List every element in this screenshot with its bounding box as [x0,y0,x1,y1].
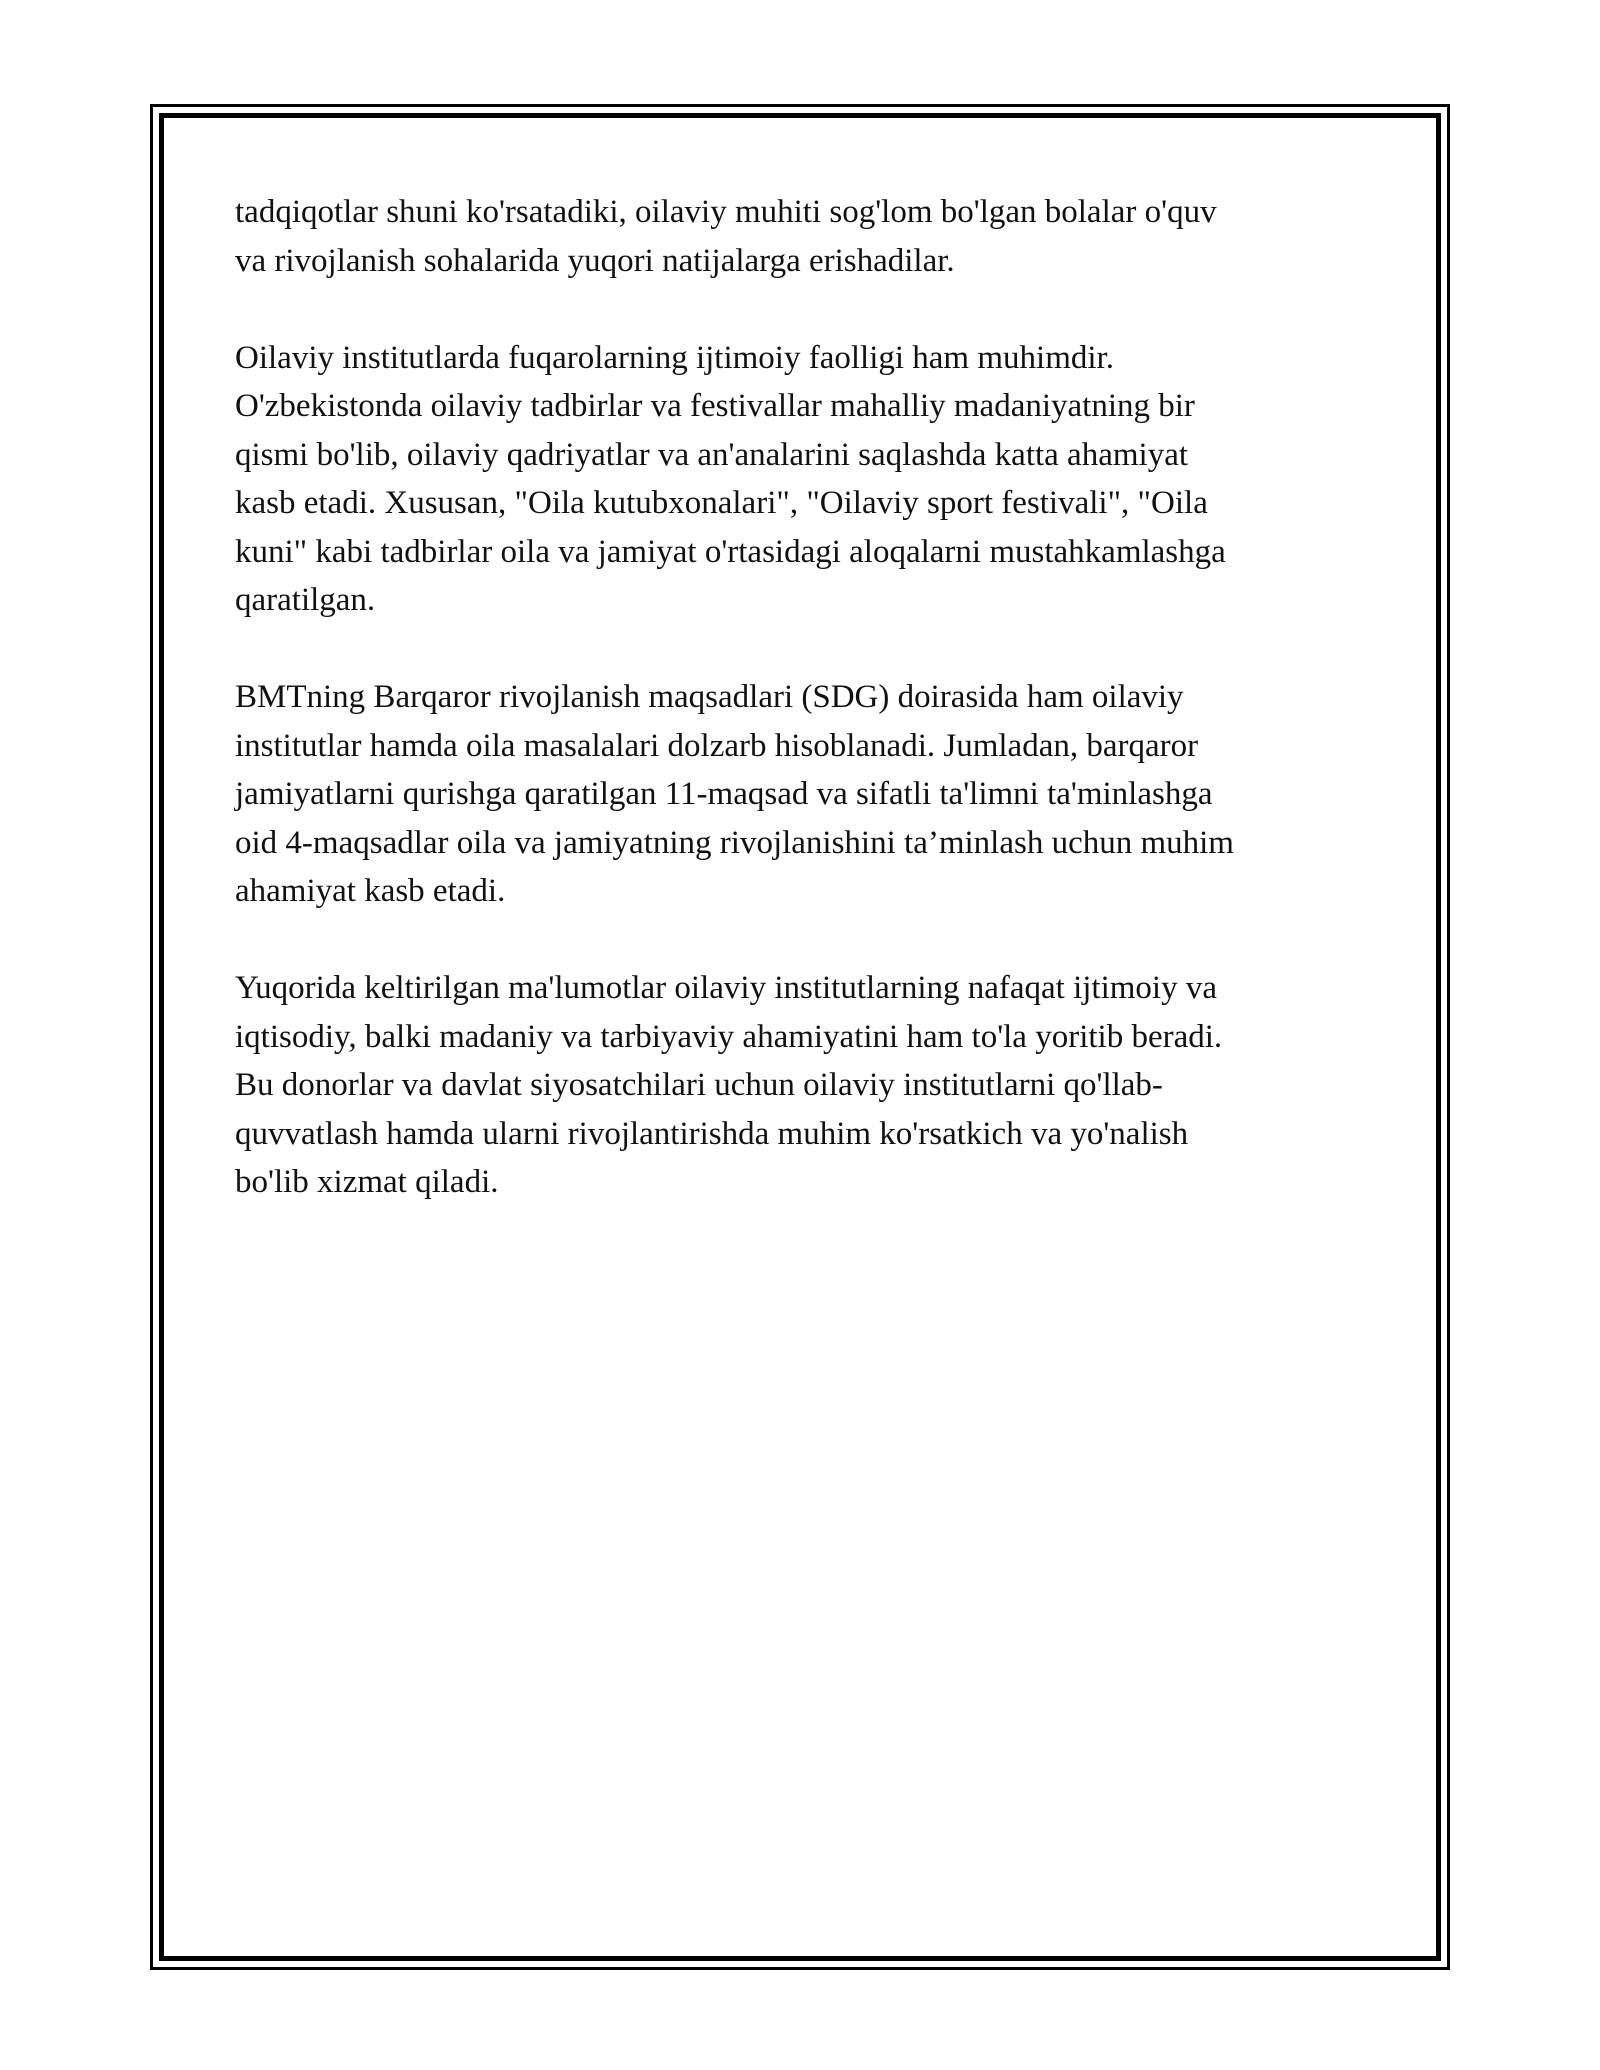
text-line: tadqiqotlar shuni ko'rsatadiki, oilaviy muhiti sog'lom bo'lgan bolalar o'quv [235,194,1217,230]
text-line: oid 4-maqsadlar oila va jamiyatning rivojlanishini ta’minlash uchun muhim [235,824,1234,861]
text-line: Bu donorlar va davlat siyosatchilari uchun oilaviy institutlarni qo'llab- [235,1067,1163,1103]
text-line: Yuqorida keltirilgan ma'lumotlar oilaviy institutlarning nafaqat ijtimoiy va [235,970,1217,1006]
text-line: BMTning Barqaror rivojlanish maqsadlari (SDG) doirasida ham oilaviy [235,679,1184,715]
text-line: O'zbekistonda oilaviy tadbirlar va festivallar mahalliy madaniyatning bir [235,388,1195,424]
text-line: kasb etadi. Xususan, "Oila kutubxonalari", "Oilaviy sport festivali", "Oila [235,485,1208,521]
text-line: bo'lib xizmat qiladi. [235,1164,499,1200]
paragraph-4 [235,964,1365,1207]
text-line: institutlar hamda oila masalalari dolzarb hisoblanadi. Jumladan, barqaror [235,727,1199,764]
text-line: iqtisodiy, balki madaniy va tarbiyaviy ahamiyatini ham to'la yoritib beradi. [235,1018,1223,1055]
text-line: kuni" kabi tadbirlar oila va jamiyat o'rtasidagi aloqalarni mustahkamlashga [235,533,1226,570]
text-line: quvvatlash hamda ularni rivojlantirishda muhim ko'rsatkich va yo'nalish [235,1115,1189,1152]
text-line: va rivojlanish sohalarida yuqori natijalarga erishadilar. [235,242,955,279]
text-line: jamiyatlarni qurishga qaratilgan 11-maqsad va sifatli ta'limni ta'minlashga [235,776,1213,812]
paragraph-2 [235,334,1365,625]
text-line: ahamiyat kasb etadi. [235,873,506,909]
document-body [235,188,1365,1255]
paragraph-3 [235,673,1365,916]
paragraph-1 [235,188,1365,285]
text-line: Oilaviy institutlarda fuqarolarning ijtimoiy faolligi ham muhimdir. [235,339,1114,376]
text-line: qaratilgan. [235,582,376,618]
text-line: qismi bo'lib, oilaviy qadriyatlar va an'analarini saqlashda katta ahamiyat [235,436,1189,473]
